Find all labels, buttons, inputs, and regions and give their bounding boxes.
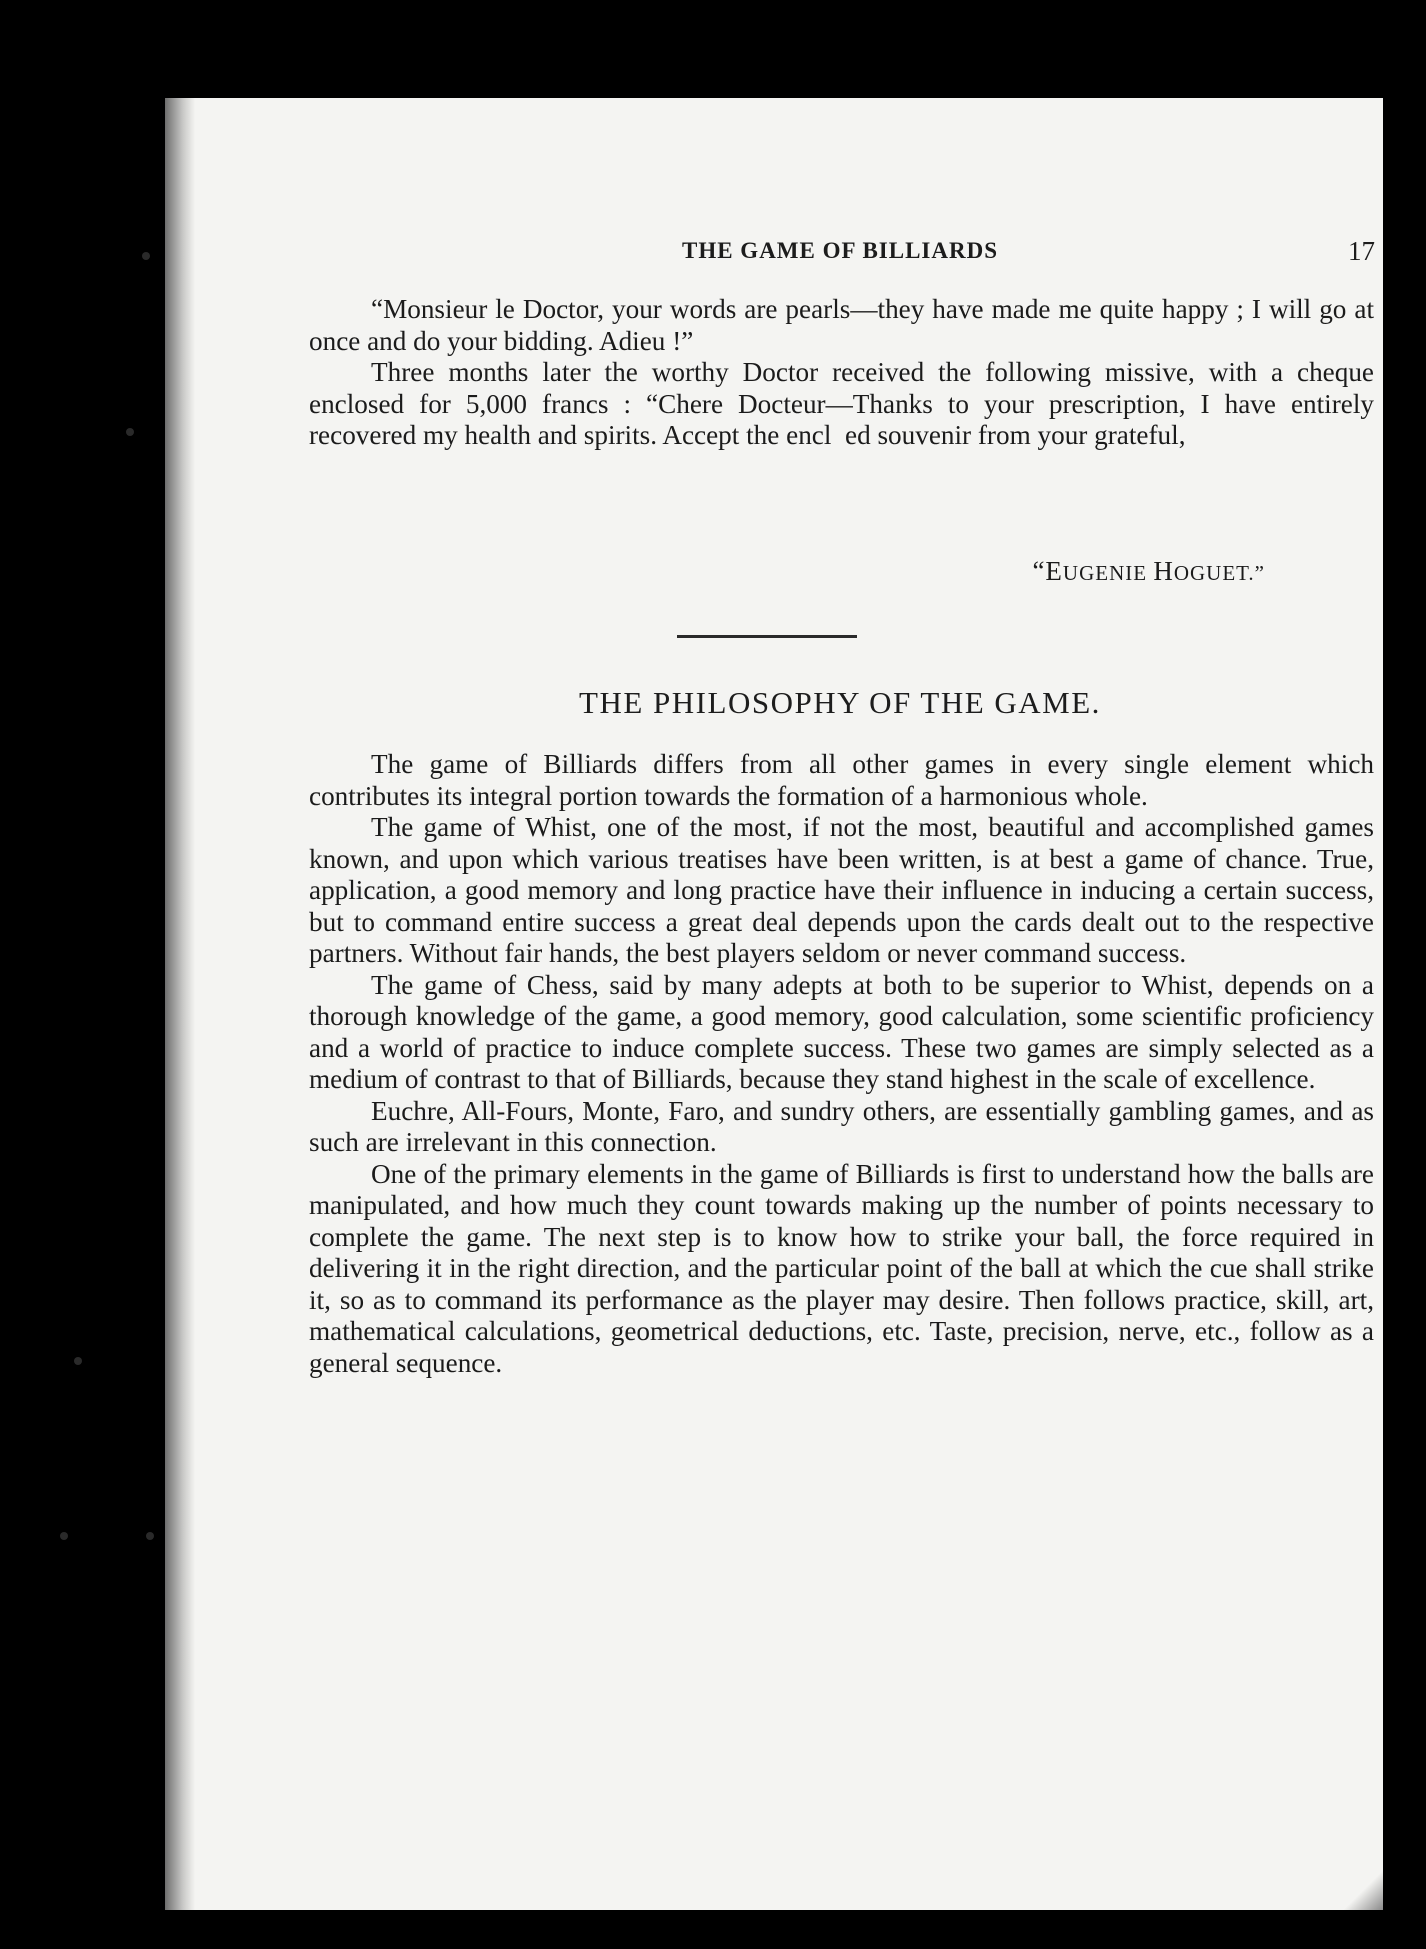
paragraph: The game of Chess, said by many adepts at both to be superior to Whist, depends on a thorough knowledge of the game, a good memory, good calculation, some scientific proficiency and a world of practice to induce complete success. These two games are simply selected as a medium of contrast to that of Billiards, because they stand highest in the scale of excellence. <box>309 969 1374 1094</box>
paragraph: One of the primary elements in the game of Billiards is first to understand how the balls are manipulated, and how much they count towards making up the number of points necessary to complete the game. The next step is to know how to strike your ball, the force required in delivering it in the right direction, and the particular point of the ball at which the cue shall strike it, so as to command its performance as the player may desire. Then follows practice, skill, art, mathematical calculations, geometrical deductions, etc. Taste, precision, nerve, etc., follow as a general sequence. <box>309 1158 1374 1378</box>
paragraph: Euchre, All-Fours, Monte, Faro, and sundry others, are essentially gambling games, and as such are irrelevant in this connection. <box>309 1095 1374 1157</box>
page-number: 17 <box>1348 236 1375 266</box>
binding-mark <box>146 1532 154 1540</box>
letter-signature <box>165 556 1265 587</box>
letter-text <box>309 294 1374 452</box>
binding-mark <box>126 428 134 436</box>
signature-part: UGENIE <box>1062 561 1154 585</box>
signature-part: OGUET.” <box>1173 561 1265 585</box>
section-heading: THE PHILOSOPHY OF THE GAME. <box>579 685 1101 720</box>
paragraph: “Monsieur le Doctor, your words are pearls—they have made me quite happy ; I will go at once and do your bidding. Adieu !” <box>309 294 1374 356</box>
signature-part: “E <box>1032 556 1063 586</box>
section-divider-rule <box>677 635 857 638</box>
binding-mark <box>60 1532 68 1540</box>
paragraph: Three months later the worthy Doctor received the following missive, with a cheque enclosed for 5,000 francs : “Chere Docteur—Thanks to your prescription, I have entirely recovered my health and spirits. Accept the encl ed souvenir from your grateful, <box>309 357 1374 450</box>
paragraph: The game of Billiards differs from all other games in every single element which contributes its integral portion towards the formation of a harmonious whole. <box>309 749 1374 811</box>
running-head-title: THE GAME OF BILLIARDS <box>681 238 998 263</box>
running-head <box>305 238 1375 278</box>
binding-mark <box>74 1357 82 1365</box>
page-corner-curl <box>1343 1870 1383 1910</box>
book-page <box>165 98 1383 1910</box>
section-body <box>309 749 1374 1379</box>
signature-part: H <box>1153 556 1174 586</box>
page-spine-shadow <box>165 98 195 1910</box>
paragraph: The game of Whist, one of the most, if not the most, beautiful and accomplished games known, and upon which various treatises have been written, is at best a game of chance. True, application, a good memory and long practice have their influence in inducing a certain success, but to command entire success a great deal depends upon the cards dealt out to the respective partners. Without fair hands, the best players seldom or never command success. <box>309 812 1374 968</box>
binding-mark <box>142 252 150 260</box>
